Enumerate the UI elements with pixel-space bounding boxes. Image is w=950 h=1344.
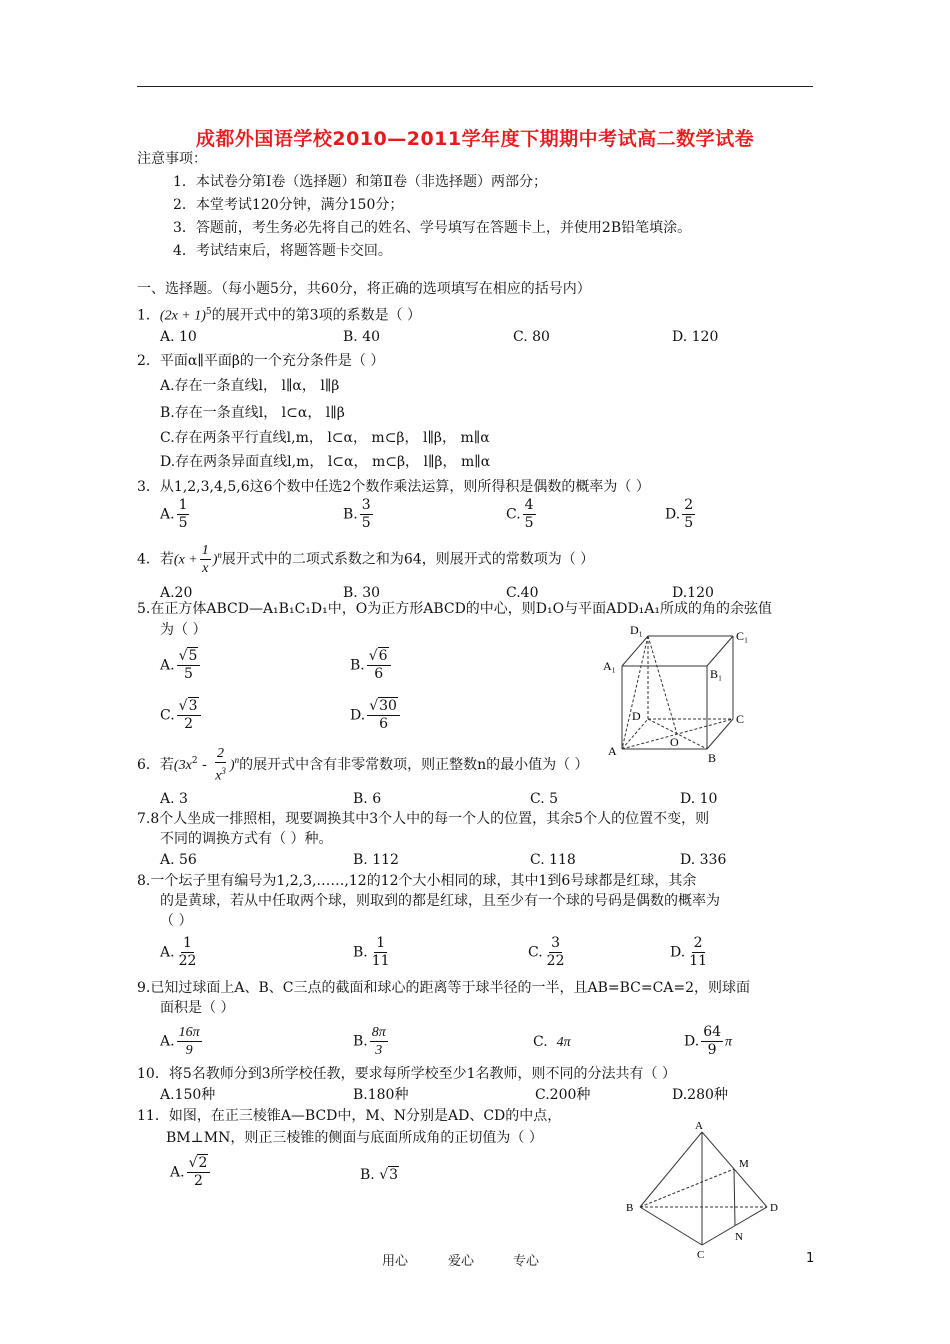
q7-option-a: A. 56 [160, 852, 197, 868]
numerator: 64 [703, 1024, 722, 1040]
q7-option-b: B. 112 [353, 852, 399, 868]
q9-option-c [533, 1033, 571, 1052]
question-10: 10．将5名教师分到3所学校任教，要求每所学校至少1名教师，则不同的分法共有（ ） [137, 1066, 676, 1082]
page-number: 1 [806, 1251, 815, 1266]
option-label: A. [160, 506, 175, 523]
q8-option-d [670, 935, 711, 970]
q3-option-c [506, 497, 538, 532]
radicand: 3 [188, 698, 198, 714]
q4-option-a: A.20 [160, 585, 193, 601]
denominator: 2 [184, 716, 194, 732]
q9-option-d [684, 1024, 732, 1059]
q10-option-c: C.200种 [535, 1087, 591, 1103]
label-a1: A₁ [603, 659, 616, 673]
section-heading: 一、选择题。（每小题5分，共60分，将正确的选项填写在相应的括号内） [137, 281, 591, 297]
option-label: C. [160, 707, 175, 724]
q2-option-c: C.存在两条平行直线l,m， l⊂α， m⊂β， l∥β， m∥α [160, 430, 490, 446]
exam-title: 成都外国语学校2010—2011学年度下期期中考试高二数学试卷 [195, 128, 755, 150]
option-label: A. [160, 944, 175, 961]
denominator: 3 [375, 1043, 383, 1058]
label-c1: C₁ [736, 629, 749, 643]
q1-option-a: A. 10 [160, 329, 197, 345]
question-5-line1: 5.在正方体ABCD—A₁B₁C₁D₁中，O为正方形ABCD的中心，则D₁O与平面ADD₁A₁所成的角的余弦值 [137, 601, 773, 617]
q1-option-c: C. 80 [513, 329, 550, 345]
q7-option-d: D. 336 [680, 852, 727, 868]
q4-expr-pre: (x + [173, 552, 198, 568]
denominator: 22 [178, 953, 197, 969]
notice-item: 4．考试结束后，将题答题卡交回。 [173, 243, 392, 259]
denominator: 9 [185, 1043, 193, 1058]
q5-option-b: B. $\frac{√6}{6}$ [350, 648, 393, 683]
cube-figure [600, 622, 770, 772]
q6-exponent: n [234, 755, 240, 766]
q10-option-d: D.280种 [672, 1087, 728, 1103]
label-c: C [736, 712, 745, 726]
q3-option-d [665, 497, 697, 532]
question-9-line2: 面积是（ ） [160, 1000, 235, 1016]
denominator: 11 [371, 953, 390, 969]
q6-option-c: C. 5 [530, 791, 559, 807]
label-d: D [632, 709, 641, 723]
question-2: 2．平面α∥平面β的一个充分条件是（ ） [137, 353, 385, 369]
q5-option-c: C. $\frac{√3}{2}$ [160, 698, 203, 733]
numerator: 1 [183, 935, 192, 951]
option-suffix: π [725, 1034, 733, 1050]
label-b1: B₁ [710, 667, 723, 681]
option-label: C. [506, 506, 521, 523]
question-7-line1: 7.8个人坐成一排照相，现要调换其中3个人中的每一个人的位置，其余5个人的位置不变，则 [137, 811, 710, 827]
label-n: N [735, 1231, 743, 1243]
q5-option-d: D. $\frac{√30}{6}$ [350, 698, 402, 733]
label-d1: D₁ [630, 623, 643, 637]
label-b: B [626, 1202, 634, 1214]
question-8-line3: （ ） [160, 913, 193, 929]
q1-number: 1． [137, 307, 160, 324]
question-3: 3．从1,2,3,4,5,6这6个数中任选2个数作乘法运算，则所得积是偶数的概率为（ ） [137, 479, 650, 495]
numerator: 3 [551, 935, 561, 951]
label-c: C [697, 1249, 705, 1261]
option-label: B. [360, 1167, 375, 1183]
q3-option-b [343, 497, 375, 532]
option-label: B. [353, 1033, 368, 1050]
option-label: C. [528, 944, 543, 961]
q2-option-a: A.存在一条直线l， l∥α， l∥β [160, 378, 340, 394]
radicand: 6 [378, 648, 388, 664]
option-label: C. [533, 1034, 548, 1050]
notice-heading: 注意事项： [137, 151, 207, 167]
numerator: 4 [524, 497, 534, 513]
q4-option-c: C.40 [506, 585, 539, 601]
denominator: 5 [524, 515, 534, 531]
q10-option-a: A.150种 [160, 1087, 216, 1103]
denominator: 5 [684, 515, 694, 531]
denominator: 2 [194, 1173, 203, 1189]
q11-option-b: B. √3 [360, 1167, 399, 1183]
q2-option-b: B.存在一条直线l， l⊂α， l∥β [160, 405, 345, 421]
question-7-line2: 不同的调换方式有（ ）种。 [160, 831, 333, 847]
denominator: 5 [178, 515, 188, 531]
q9-option-a [160, 1024, 204, 1059]
option-label: D. [684, 1033, 700, 1050]
q6-square: 2 [191, 756, 198, 767]
radicand: 5 [188, 648, 198, 664]
q4-text: 展开式中的二项式系数之和为64，则展开式的常数项为（ ） [221, 551, 595, 568]
q6-expr-post: ) [229, 757, 235, 773]
q7-option-c: C. 118 [530, 852, 576, 868]
q8-option-b [353, 935, 394, 970]
q2-option-d: D.存在两条异面直线l,m， l⊂α， m⊂β， l∥β， m∥α [160, 454, 491, 470]
label-d: D [770, 1202, 778, 1214]
question-8-line1: 8.一个坛子里有编号为1,2,3,……,12的12个大小相同的球，其中1到6号球都是红球，其余 [137, 873, 697, 889]
radicand: 2 [198, 1155, 208, 1171]
denominator: 6 [379, 716, 389, 732]
q1-option-b: B. 40 [343, 329, 381, 345]
option-label: B. [343, 506, 358, 523]
question-6 [137, 745, 589, 785]
denominator-exponent: 3 [221, 766, 226, 776]
denominator: 22 [546, 953, 565, 969]
q4-number: 4．若 [137, 551, 174, 568]
label-m: M [739, 1158, 749, 1170]
q9-option-b [353, 1024, 390, 1059]
q1-option-d: D. 120 [672, 329, 719, 345]
numerator: 1 [201, 543, 209, 558]
notice-item: 1．本试卷分第Ⅰ卷（选择题）和第Ⅱ卷（非选择题）两部分； [173, 174, 547, 190]
question-8-line2: 的是黄球，若从中任取两个球，则取到的都是红球，且至少有一个球的号码是偶数的概率为 [160, 893, 720, 909]
option-label: B. [353, 944, 368, 961]
q11-option-a: A. $\frac{√2}{2}$ [170, 1155, 212, 1190]
footer-left: 用心 [382, 1254, 409, 1269]
question-5-line2: 为（ ） [160, 622, 207, 638]
footer-mid: 爱心 [448, 1254, 475, 1269]
q6-option-a: A. 3 [160, 791, 188, 807]
question-11-line2: BM⊥MN，则正三棱锥的侧面与底面所成角的正切值为（ ） [166, 1130, 543, 1146]
option-value: 4π [556, 1035, 571, 1050]
q6-option-d: D. 10 [680, 791, 718, 807]
q6-expr-pre: (3x [173, 757, 192, 773]
numerator: 2 [684, 497, 694, 513]
numerator: 2 [217, 746, 225, 761]
denominator: 9 [707, 1042, 717, 1058]
numerator: 1 [376, 935, 386, 951]
q6-minus: - [202, 756, 207, 773]
question-4 [137, 542, 594, 577]
header-rule [137, 86, 813, 87]
option-label: A. [160, 657, 175, 674]
denominator: 11 [689, 953, 708, 969]
question-1 [137, 303, 421, 326]
numerator: 2 [693, 935, 703, 951]
denominator: 5 [184, 666, 193, 682]
denominator: x [202, 561, 209, 576]
footer-right: 专心 [513, 1254, 540, 1269]
q4-option-d: D.120 [672, 585, 714, 601]
numerator: 16π [178, 1025, 200, 1040]
q4-option-b: B. 30 [343, 585, 381, 601]
option-label: D. [670, 944, 686, 961]
q10-option-b: B.180种 [353, 1087, 409, 1103]
radicand: 3 [389, 1167, 399, 1183]
label-a: A [695, 1120, 703, 1132]
option-label: A. [170, 1164, 185, 1181]
option-label: D. [350, 707, 366, 724]
q6-text: 的展开式中含有非零常数项，则正整数n的最小值为（ ） [239, 756, 589, 773]
q1-exponent: 5 [205, 307, 212, 317]
numerator: 8π [371, 1025, 386, 1040]
q8-option-a [160, 935, 200, 970]
q4-expr-post: ) [212, 552, 218, 568]
option-label: B. [350, 657, 365, 674]
denominator: 6 [374, 666, 384, 682]
denominator: 5 [361, 515, 371, 531]
label-b: B [708, 751, 717, 765]
label-o: O [670, 735, 679, 749]
q1-text: 的展开式中的第3项的系数是（ ） [211, 307, 422, 324]
label-a: A [608, 744, 617, 758]
question-9-line1: 9.已知过球面上A、B、C三点的截面和球心的距离等于球半径的一半，且AB=BC=CA=2，则球面 [137, 980, 751, 996]
question-11-line1: 11．如图，在正三棱锥A—BCD中，M、N分别是AD、CD的中点， [137, 1108, 562, 1124]
notice-item: 3．答题前，考生务必先将自己的姓名、学号填写在答题卡上，并使用2B铅笔填涂。 [173, 220, 692, 236]
q4-exponent: n [217, 549, 222, 560]
pyramid-figure [622, 1118, 787, 1263]
denominator: x [215, 768, 222, 784]
option-label: A. [160, 1033, 175, 1050]
notice-item: 2．本堂考试120分钟，满分150分； [173, 197, 404, 213]
q3-option-a [160, 497, 191, 532]
numerator: 3 [361, 497, 371, 513]
q1-expr: (2x + 1) [159, 308, 206, 324]
q8-option-c [528, 935, 569, 970]
q5-option-a: A. $\frac{√5}{5}$ [160, 648, 202, 683]
numerator: 1 [178, 497, 188, 513]
q6-number: 6．若 [137, 756, 174, 773]
radicand: 30 [379, 698, 397, 714]
option-label: D. [665, 506, 681, 523]
q6-option-b: B. 6 [353, 791, 382, 807]
